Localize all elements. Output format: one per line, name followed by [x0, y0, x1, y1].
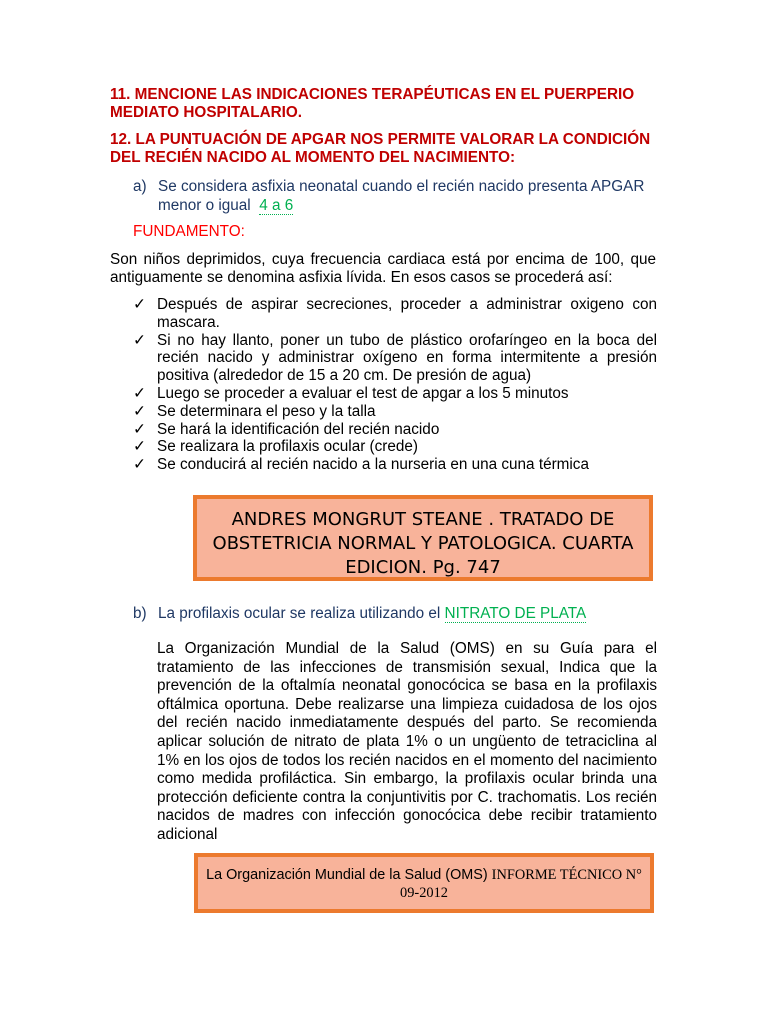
reference-2-part1: La Organización Mundial de la Salud (OMS)	[206, 867, 488, 883]
item-b-text	[158, 605, 718, 624]
checkmark-icon: ✓	[133, 384, 146, 402]
checkmark-icon: ✓	[133, 331, 146, 349]
fundamento-title: FUNDAMENTO:	[133, 223, 245, 240]
step-text: Si no hay llanto, poner un tubo de plástico orofaríngeo en la boca del recién nacido y administrar oxígeno en forma intermitente a presión positiva (alrededor de 15 a 20 cm. De presión de agua)	[157, 331, 657, 385]
item-b-answer: NITRATO DE PLATA	[444, 605, 587, 622]
reference-box-1	[193, 495, 653, 581]
fundamento-text: Son niños deprimidos, cuya frecuencia cardiaca está por encima de 100, que antiguamente se denomina asfixia lívida. En esos casos se procederá así:	[110, 251, 656, 286]
checkmark-icon: ✓	[133, 420, 146, 438]
item-a-text	[158, 178, 678, 215]
reference-1-text: ANDRES MONGRUT STEANE . TRATADO DE OBSTETRICIA NORMAL Y PATOLOGICA. CUARTA EDICION. Pg. 747	[212, 509, 634, 578]
step-item	[133, 403, 657, 421]
reference-box-2	[194, 853, 654, 913]
step-item	[133, 456, 657, 474]
step-text: Se conducirá al recién nacido a la nurseria en una cuna térmica	[157, 456, 589, 474]
question-12: 12. LA PUNTUACIÓN DE APGAR NOS PERMITE VALORAR LA CONDICIÓN DEL RECIÉN NACIDO AL MOMENTO DEL NACIMIENTO:	[110, 131, 651, 166]
checkmark-icon: ✓	[133, 456, 146, 474]
item-b-label: b)	[133, 605, 147, 622]
step-item	[133, 385, 657, 403]
step-text: Luego se proceder a evaluar el test de apgar a los 5 minutos	[157, 384, 569, 402]
step-item	[133, 421, 657, 439]
item-a-answer: 4 a 6	[259, 196, 294, 214]
step-text: Después de aspirar secreciones, proceder a administrar oxigeno con mascara.	[157, 296, 657, 331]
step-text: Se determinara el peso y la talla	[157, 402, 376, 420]
checkmark-icon: ✓	[133, 402, 146, 420]
steps-list	[133, 296, 657, 474]
step-item	[133, 438, 657, 456]
item-a-label: a)	[133, 178, 147, 195]
item-b-statement: La profilaxis ocular se realiza utilizando el	[158, 605, 441, 622]
step-text: Se realizara la profilaxis ocular (crede)	[157, 438, 419, 456]
checkmark-icon: ✓	[133, 438, 146, 456]
oms-paragraph: La Organización Mundial de la Salud (OMS) en su Guía para el tratamiento de las infecciones de transmisión sexual, Indica que la prevención de la oftalmía neonatal gonocócica se basa en la profilaxis oftálmica oportuna. Debe realizarse una limpieza cuidadosa de los ojos del recién nacido inmediatamente después del parto. Se recomienda aplicar solución de nitrato de plata 1% o un ungüento de tetraciclina al 1% en los ojos de todos los recién nacidos en el momento del nacimiento como medida profiláctica. Sin embargo, la profilaxis ocular brinda una protección deficiente contra la conjuntivitis por C. trachomatis. Los recién nacidos de madres con infección gonocócica debe recibir tratamiento adicional	[157, 640, 657, 843]
step-item	[133, 332, 657, 385]
item-a-statement: Se considera asfixia neonatal cuando el recién nacido presenta APGAR menor o igual	[158, 178, 645, 214]
checkmark-icon: ✓	[133, 296, 146, 313]
reference-2-part2: INFORME TÉCNICO N° 09-2012	[400, 867, 642, 901]
step-text: Se hará la identificación del recién nacido	[157, 420, 440, 438]
question-11: 11. MENCIONE LAS INDICACIONES TERAPÉUTICAS EN EL PUERPERIO MEDIATO HOSPITALARIO.	[110, 86, 635, 121]
step-item	[133, 296, 657, 332]
